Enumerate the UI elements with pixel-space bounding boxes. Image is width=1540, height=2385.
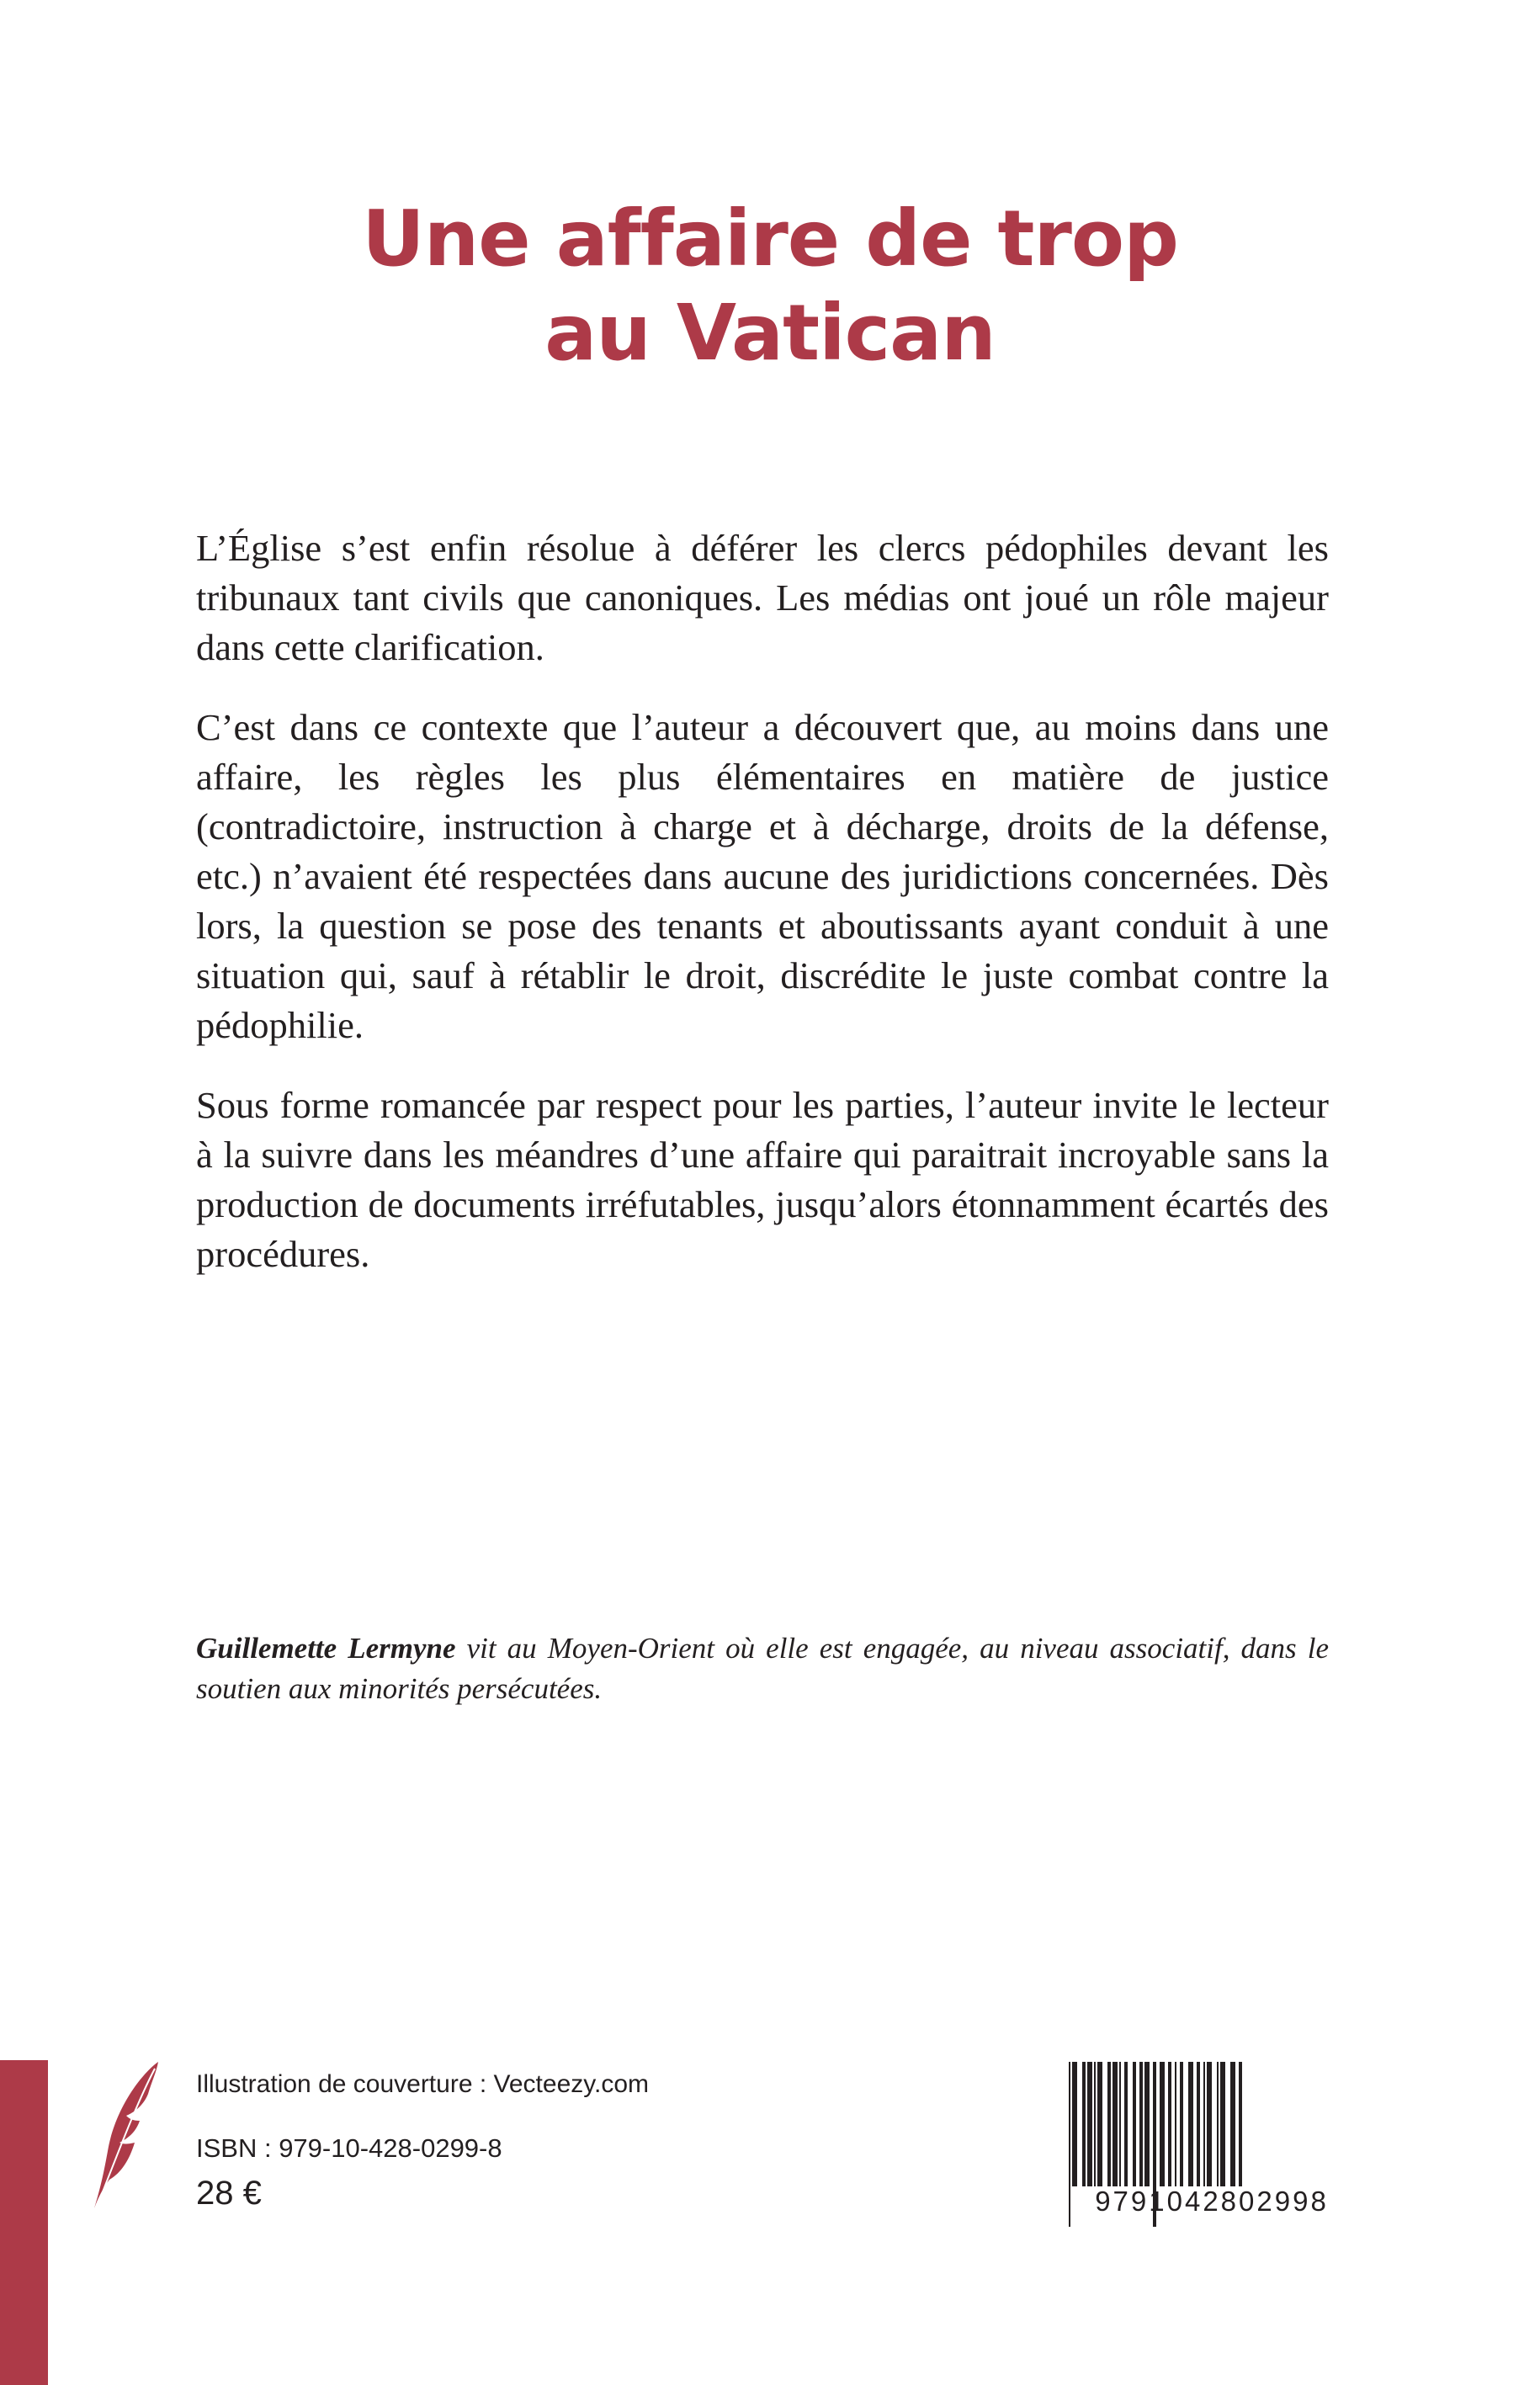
barcode-bar [1097,2062,1102,2186]
blurb-paragraph-3: Sous forme romancée par respect pour les parties, l’auteur invite le lecteur à la suivre dans les méandres d’une affaire qui paraitrait incroyable sans la production de documents irréfutables, jusqu’alors étonnamment écartés des procédures. [196,1084,1329,1275]
barcode-bar [1203,2062,1205,2186]
barcode-bar [1107,2062,1111,2186]
back-cover-blurb [196,523,1329,1309]
author-bio-text: vit au Moyen-Orient où elle est engagée, au niveau associatif, dans le soutien aux minorités persécutées. [196,1632,1330,1705]
barcode-bar [1175,2062,1176,2186]
barcode-bar [1168,2062,1171,2186]
blurb-paragraph-1: L’Église s’est enfin résolue à déférer les clercs pédophiles devant les tribunaux tant civils que canoniques. Les médias ont joué un rôle majeur dans cette clarification. [196,527,1329,668]
barcode-bar [1072,2062,1077,2186]
barcode-bar [1217,2062,1219,2186]
barcode-bar [1188,2062,1193,2186]
blurb-paragraph-2: C’est dans ce contexte que l’auteur a découvert que, au moins dans une affaire, les règles les plus élémentaires en matière de justice (contradictoire, instruction à charge et à décharge, droits de la défense, etc.) n’avaient été respectées dans aucune des juridictions concernées. Dès lors, la question se pose des tenants et aboutissants ayant conduit à une situation qui, sauf à rétablir le droit, discrédite le juste combat contre la pédophilie. [196,706,1329,1046]
barcode-bar [1160,2062,1165,2186]
book-title [0,192,1540,380]
barcode-bar [1094,2062,1096,2186]
barcode-bar [1220,2062,1225,2186]
barcode-bar [1133,2062,1136,2186]
barcode-bar [1119,2062,1121,2186]
isbn: ISBN : 979-10-428-0299-8 [196,2133,502,2163]
barcode-bar [1230,2062,1235,2186]
quill-icon [91,2060,165,2212]
author-bio [196,1628,1329,1709]
barcode-bar [1124,2062,1128,2186]
book-title-line-1: Une affaire de trop [362,194,1178,284]
barcode-bar [1207,2062,1212,2186]
book-title-line-2: au Vatican [544,288,996,378]
barcode-bar [1180,2062,1183,2186]
barcode-bar [1144,2062,1150,2186]
publisher-color-bar [0,2060,48,2385]
author-name: Guillemette Lermyne [196,1632,456,1665]
barcode-bar [1082,2062,1086,2186]
illustration-credit: Illustration de couverture : Vecteezy.com [196,2070,650,2098]
barcode-bar [1139,2062,1143,2186]
price: 28 € [196,2175,262,2212]
barcode-bar [1197,2062,1200,2186]
barcode-bar [1239,2062,1242,2186]
barcode-bar [1087,2062,1092,2186]
barcode-bar [1113,2062,1118,2186]
barcode-digits: 9791042802998 [1095,2186,1329,2217]
